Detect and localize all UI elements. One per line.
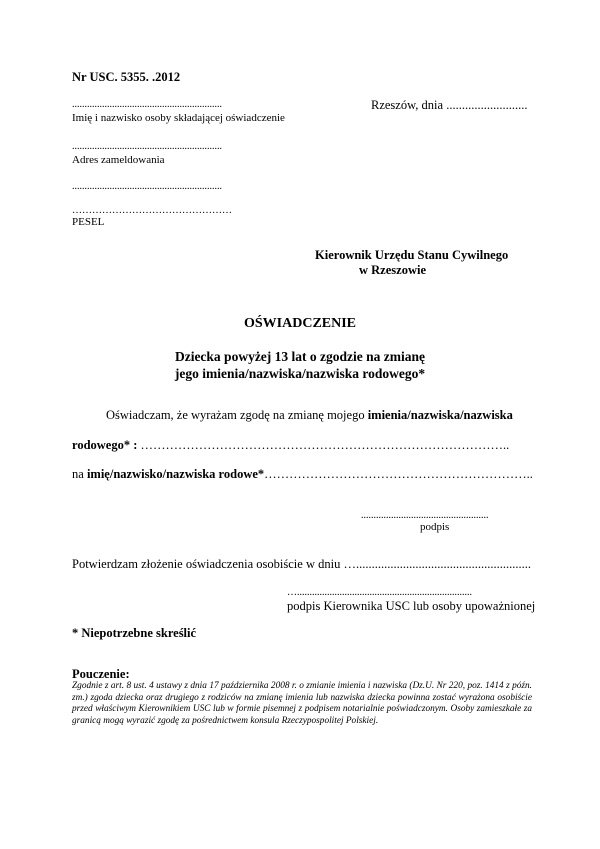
document-number: Nr USC. 5355. .2012: [72, 70, 181, 84]
signature-dots[interactable]: ...................................................: [361, 510, 489, 521]
statement-line3: [72, 467, 533, 482]
subtitle-line1: Dziecka powyżej 13 lat o zgodzie na zmianę: [174, 349, 426, 364]
pouczenie-text: Zgodnie z art. 8 ust. 4 ustawy z dnia 17 października 2008 r. o zmianie imienia i nazwiska (Dz.U. Nr 220, poz. 1414 z późn. zm.) zgoda dziecka oraz drugiego z rodziców na zmianę imienia lub nazwiska dziecka powinna zostać wyrażona osobiście przed właściwym Kierownikiem USC lub w formie pisemnej z podpisem notarialnie poświadczonym. Osoby zamieszkałe za granicą mogą wyrazić zgodę za pośrednictwem konsula Rzeczypospolitej Polskiej.: [72, 681, 532, 726]
signature-label: podpis: [420, 521, 450, 533]
subtitle-line2: jego imienia/nazwiska/nazwiska rodowego*: [174, 366, 426, 381]
document-title: OŚWIADCZENIE: [243, 316, 357, 331]
official-signature-label: podpis Kierownika USC lub osoby upoważnionej: [287, 599, 536, 613]
statement-line1-normal: Oświadczam, że wyrażam zgodę na zmianę mojego: [106, 408, 368, 422]
pesel-field-label: PESEL: [72, 216, 105, 228]
statement-line1-bold: imienia/nazwiska/nazwiska: [367, 408, 513, 422]
pesel-field-dots[interactable]: …………………………………………: [72, 205, 232, 216]
statement-line1: [106, 408, 513, 423]
official-signature-dots[interactable]: …......................................................................: [287, 587, 472, 598]
addressee-line1: Kierownik Urzędu Stanu Cywilnego: [315, 248, 509, 262]
confirmation-text: Potwierdzam złożenie oświadczenia osobiście w dniu …........................................................: [72, 557, 531, 571]
pouczenie-heading: Pouczenie:: [72, 667, 130, 681]
place-date: Rzeszów, dnia ..........................: [371, 98, 528, 112]
statement-line3-dots[interactable]: ………………………………………………………..: [264, 467, 533, 481]
statement-line3-normal: na: [72, 467, 87, 481]
name-field-dots[interactable]: ............................................................: [72, 99, 222, 110]
statement-line2-dots[interactable]: ……………………………………………………………………………..: [140, 438, 510, 452]
addressee-line2: w Rzeszowie: [359, 263, 426, 277]
address-field-dots-2[interactable]: ............................................................: [72, 181, 222, 192]
statement-line3-bold: imię/nazwisko/nazwiska rodowe*: [86, 467, 265, 481]
statement-line2: [72, 438, 509, 453]
name-field-label: Imię i nazwisko osoby składającej oświadczenie: [72, 112, 285, 124]
statement-line2-bold: rodowego* :: [72, 438, 141, 452]
address-field-label: Adres zameldowania: [72, 154, 165, 166]
strike-note: * Niepotrzebne skreślić: [72, 626, 197, 640]
address-field-dots[interactable]: ............................................................: [72, 141, 222, 152]
